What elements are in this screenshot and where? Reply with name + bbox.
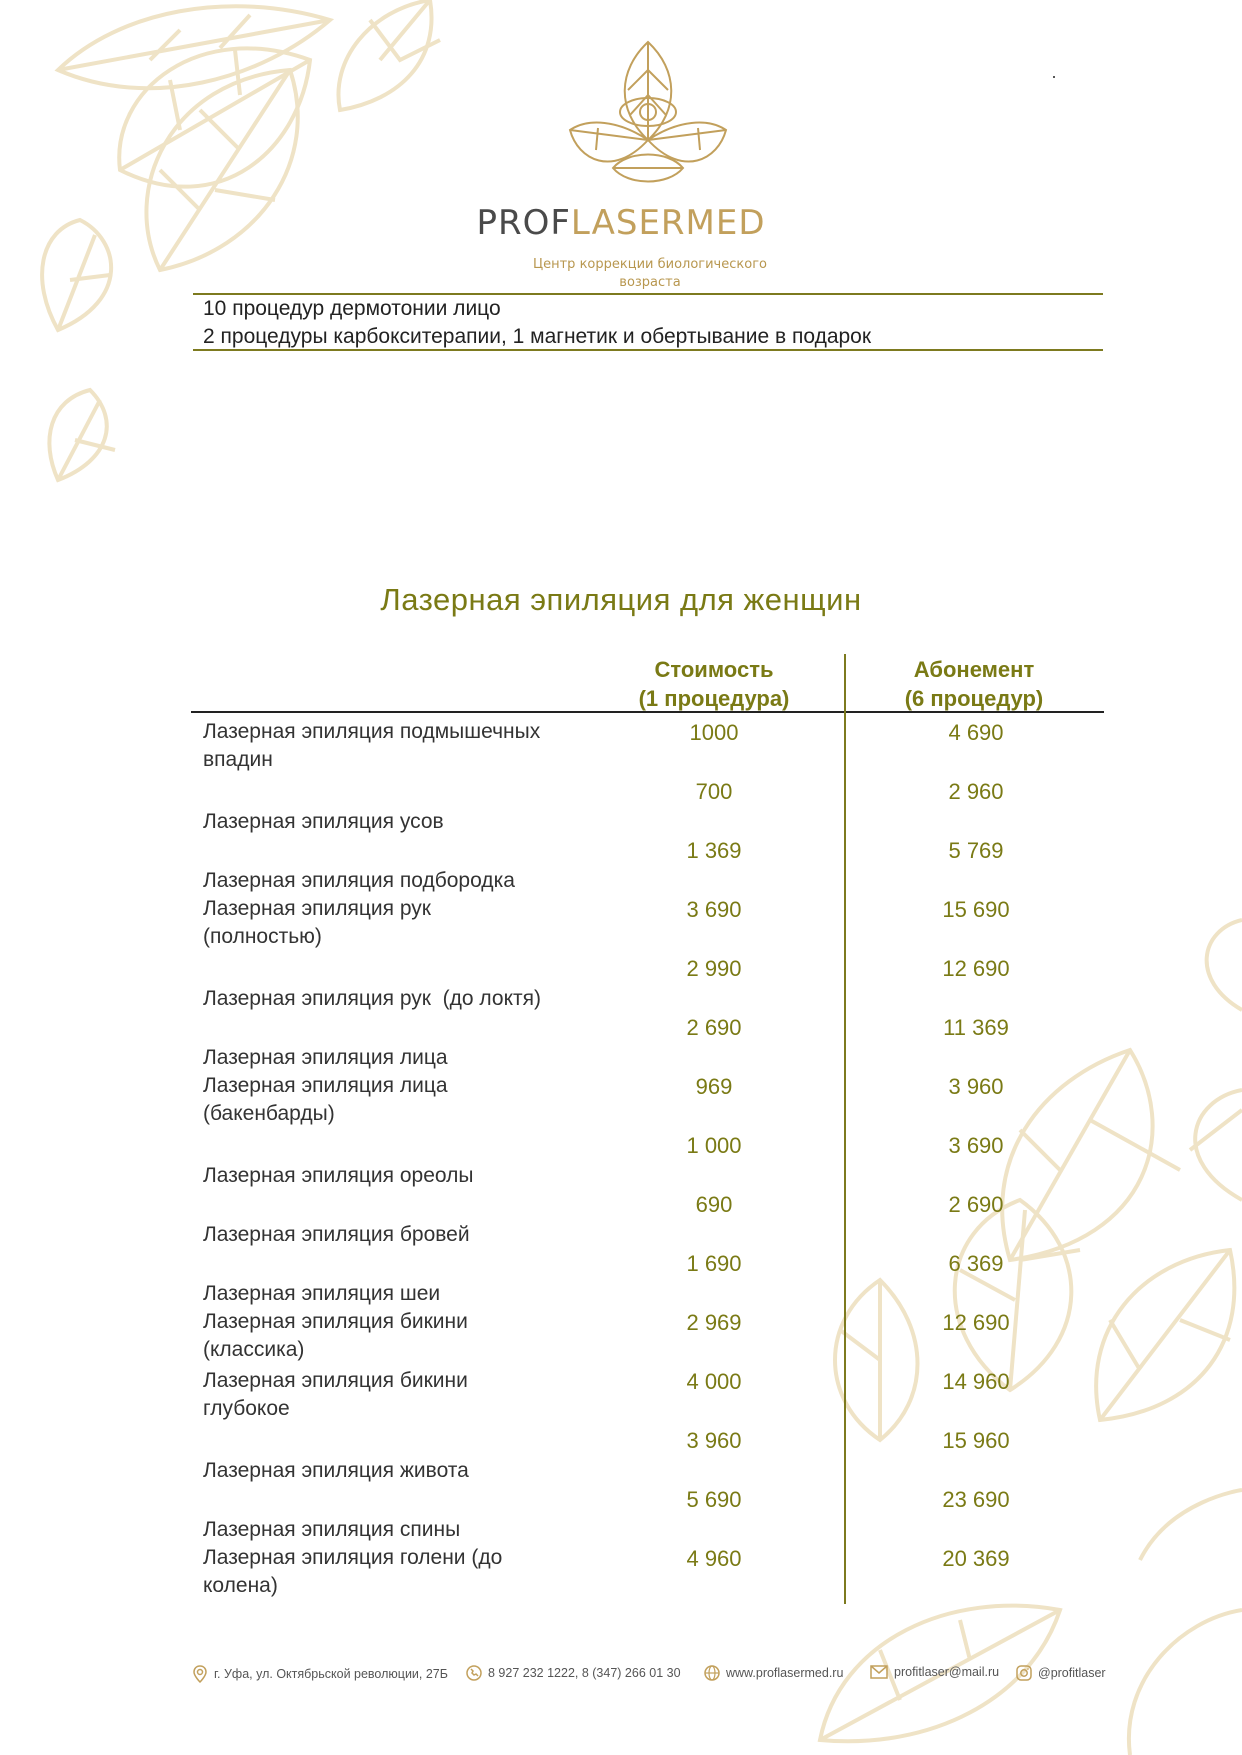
row-service-name: Лазерная эпиляция лица <box>203 1046 448 1069</box>
row-price: 690 <box>695 1192 733 1217</box>
row-subscription: 3 690 <box>948 1133 1004 1158</box>
brand-logo-icon <box>568 40 728 188</box>
row-price: 2 690 <box>686 1015 742 1040</box>
table-row <box>0 954 1242 1013</box>
table-row <box>0 1013 1242 1072</box>
footer-phones[interactable] <box>466 1665 681 1681</box>
brand-name-part2: LASERMED <box>570 203 766 243</box>
globe-icon <box>704 1665 720 1681</box>
table-row <box>0 1190 1242 1249</box>
row-subscription: 23 690 <box>942 1487 1010 1512</box>
row-service-name: Лазерная эпиляция подмышечных впадин <box>203 720 541 771</box>
promo-line-2: 2 процедуры карбокситерапии, 1 магнетик и обертывание в подарок <box>203 325 872 348</box>
table-row <box>0 1485 1242 1544</box>
row-price: 3 690 <box>686 897 742 922</box>
column-header-subscription-line1: Абонемент <box>913 657 1035 682</box>
row-subscription: 15 690 <box>942 897 1010 922</box>
instagram-icon <box>1016 1665 1032 1681</box>
brand-name-part1: PROF <box>476 203 571 243</box>
row-service-name: Лазерная эпиляция рук (полностью) <box>203 897 431 948</box>
column-header-price-line2: (1 процедура) <box>638 686 790 711</box>
row-price: 1 690 <box>686 1251 742 1276</box>
column-header-price <box>584 655 844 713</box>
row-service-name: Лазерная эпиляция рук (до локтя) <box>203 987 541 1010</box>
row-service-name: Лазерная эпиляция живота <box>203 1459 469 1482</box>
footer-phones-text: 8 927 232 1222, 8 (347) 266 01 30 <box>488 1666 681 1680</box>
footer-website[interactable] <box>704 1665 843 1681</box>
row-price: 969 <box>695 1074 733 1099</box>
row-price: 1 369 <box>686 838 742 863</box>
table-row <box>0 836 1242 895</box>
table-row <box>0 1131 1242 1190</box>
row-subscription: 20 369 <box>942 1546 1010 1571</box>
row-subscription: 5 769 <box>948 838 1004 863</box>
row-price: 4 960 <box>686 1546 742 1571</box>
footer-address <box>192 1665 448 1683</box>
column-header-subscription <box>844 655 1104 713</box>
row-subscription: 3 960 <box>948 1074 1004 1099</box>
brand-tagline-line2: возраста <box>619 275 681 290</box>
table-row <box>0 1544 1242 1603</box>
footer-website-text: www.proflasermed.ru <box>726 1666 844 1680</box>
row-price: 2 990 <box>686 956 742 981</box>
row-service-name: Лазерная эпиляция лица (бакенбарды) <box>203 1074 448 1125</box>
footer-email[interactable] <box>870 1665 999 1679</box>
stray-dot <box>1053 76 1055 78</box>
table-row <box>0 777 1242 836</box>
footer-instagram[interactable] <box>1016 1665 1106 1681</box>
row-subscription: 15 960 <box>942 1428 1010 1453</box>
row-price: 1 000 <box>686 1133 742 1158</box>
table-row <box>0 895 1242 954</box>
column-header-subscription-line2: (6 процедур) <box>904 686 1044 711</box>
brand-name <box>0 203 1242 243</box>
row-service-name: Лазерная эпиляция бикини (классика) <box>203 1310 468 1361</box>
mail-icon <box>870 1665 888 1679</box>
row-service-name: Лазерная эпиляция ореолы <box>203 1164 474 1187</box>
section-title: Лазерная эпиляция для женщин <box>380 582 862 617</box>
row-subscription: 2 960 <box>948 779 1004 804</box>
row-service-name: Лазерная эпиляция бровей <box>203 1223 470 1246</box>
promo-top-rule <box>193 293 1103 295</box>
row-subscription: 4 690 <box>948 720 1004 745</box>
location-pin-icon <box>192 1665 208 1683</box>
row-subscription: 12 690 <box>942 1310 1010 1335</box>
row-service-name: Лазерная эпиляция усов <box>203 810 444 833</box>
row-price: 4 000 <box>686 1369 742 1394</box>
promo-line-1: 10 процедур дермотонии лицо <box>203 297 501 320</box>
table-row <box>0 1249 1242 1308</box>
phone-icon <box>466 1665 482 1681</box>
row-price: 3 960 <box>686 1428 742 1453</box>
table-row <box>0 1308 1242 1367</box>
table-row <box>0 1426 1242 1485</box>
footer-address-text: г. Уфа, ул. Октябрьской революции, 27Б <box>214 1667 448 1681</box>
row-service-name: Лазерная эпиляция спины <box>203 1518 461 1541</box>
row-service-name: Лазерная эпиляция бикини глубокое <box>203 1369 468 1420</box>
footer-email-text: profitlaser@mail.ru <box>894 1665 1000 1679</box>
table-row <box>0 1072 1242 1131</box>
row-subscription: 12 690 <box>942 956 1010 981</box>
row-price: 5 690 <box>686 1487 742 1512</box>
footer-instagram-text: @profitlaser <box>1038 1666 1106 1680</box>
row-price: 700 <box>695 779 733 804</box>
table-header-rule <box>191 711 1104 713</box>
row-subscription: 2 690 <box>948 1192 1004 1217</box>
row-subscription: 6 369 <box>948 1251 1004 1276</box>
brand-tagline <box>500 256 800 292</box>
row-subscription: 14 960 <box>942 1369 1010 1394</box>
row-service-name: Лазерная эпиляция голени (до колена) <box>203 1546 503 1597</box>
row-price: 2 969 <box>686 1310 742 1335</box>
row-subscription: 11 369 <box>943 1015 1009 1040</box>
promo-bottom-rule <box>193 349 1103 351</box>
row-price: 1000 <box>689 720 739 745</box>
column-header-price-line1: Стоимость <box>654 657 774 682</box>
row-service-name: Лазерная эпиляция подбородка <box>203 869 515 892</box>
brand-tagline-line1: Центр коррекции биологического <box>533 257 767 272</box>
table-row <box>0 718 1242 777</box>
row-service-name: Лазерная эпиляция шеи <box>203 1282 441 1305</box>
table-row <box>0 1367 1242 1426</box>
